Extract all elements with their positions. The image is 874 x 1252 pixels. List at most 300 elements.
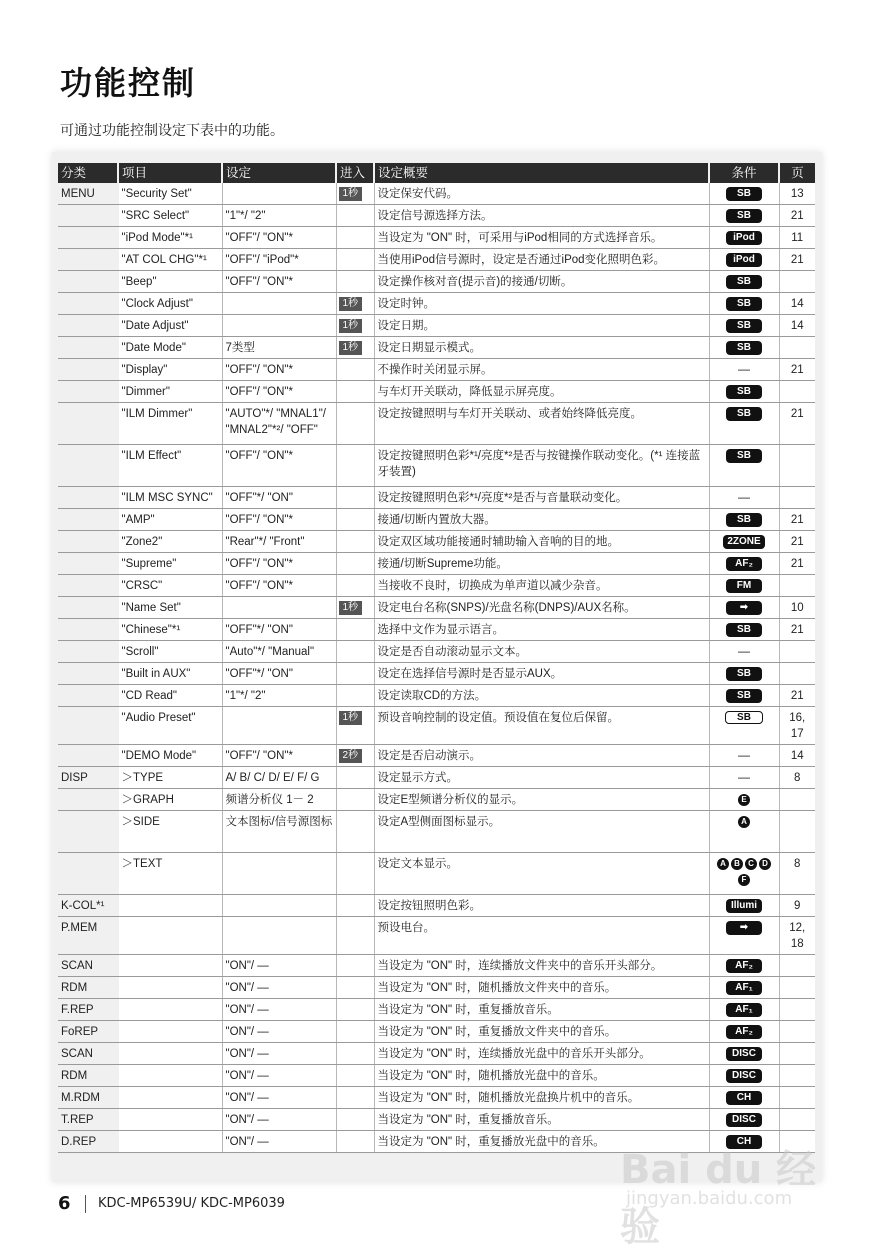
cell-category: MENU: [58, 183, 118, 205]
cell-summary: 当设定为 "ON" 时，随机播放光盘换片机中的音乐。: [374, 1087, 709, 1109]
table-row: [58, 745, 815, 767]
cell-item: "Built in AUX": [118, 663, 222, 685]
cell-enter: [336, 1021, 374, 1043]
cell-category: P.MEM: [58, 917, 118, 955]
cell-category: [58, 619, 118, 641]
cell-condition: [709, 531, 779, 553]
cell-summary: 与车灯开关联动，降低显示屏亮度。: [374, 381, 709, 403]
cell-condition: [709, 1109, 779, 1131]
cell-summary: 设定日期。: [374, 315, 709, 337]
cell-summary: 当设定为 "ON" 时，可采用与iPod相同的方式选择音乐。: [374, 227, 709, 249]
cell-summary: 当设定为 "ON" 时，随机播放光盘中的音乐。: [374, 1065, 709, 1087]
cell-summary: 设定电台名称(SNPS)/光盘名称(DNPS)/AUX名称。: [374, 597, 709, 619]
table-row: [58, 271, 815, 293]
cell-enter: [336, 999, 374, 1021]
cell-page: [779, 445, 815, 487]
cell-condition: [709, 1065, 779, 1087]
table-row: [58, 205, 815, 227]
condition-badge: SB: [726, 449, 762, 463]
cell-page: 12, 18: [779, 917, 815, 955]
condition-none: —: [738, 490, 750, 504]
cell-enter: [336, 531, 374, 553]
cell-item: "Dimmer": [118, 381, 222, 403]
cell-condition: [709, 227, 779, 249]
table-row: [58, 359, 815, 381]
hold-time-badge: 1秒: [339, 319, 363, 333]
cell-category: SCAN: [58, 955, 118, 977]
table-row: [58, 1065, 815, 1087]
cell-page: [779, 977, 815, 999]
cell-summary: 设定在选择信号源时是否显示AUX。: [374, 663, 709, 685]
cell-item: "Zone2": [118, 531, 222, 553]
cell-setting: 文本图标/信号源图标: [222, 811, 336, 853]
cell-category: [58, 575, 118, 597]
cell-summary: 设定显示方式。: [374, 767, 709, 789]
function-control-table: [58, 163, 815, 1153]
condition-none: —: [738, 362, 750, 376]
cell-category: T.REP: [58, 1109, 118, 1131]
table-row: [58, 767, 815, 789]
hold-time-badge: 1秒: [339, 297, 363, 311]
condition-none: —: [738, 770, 750, 784]
cell-item: "Display": [118, 359, 222, 381]
cell-setting: [222, 597, 336, 619]
display-type-icon: A: [738, 816, 750, 828]
condition-badge: SB: [726, 407, 762, 421]
cell-condition: [709, 553, 779, 575]
cell-setting: "ON"/ —: [222, 1021, 336, 1043]
cell-page: 13: [779, 183, 815, 205]
cell-page: 21: [779, 509, 815, 531]
header-summary: 设定概要: [374, 163, 709, 183]
cell-summary: 选择中文作为显示语言。: [374, 619, 709, 641]
cell-category: SCAN: [58, 1043, 118, 1065]
cell-item: "AMP": [118, 509, 222, 531]
cell-summary: 设定按键照明色彩*¹/亮度*²是否与按键操作联动变化。(*¹ 连接蓝牙装置): [374, 445, 709, 487]
table-row: [58, 1087, 815, 1109]
cell-enter: [336, 707, 374, 745]
condition-badge: SB: [726, 623, 762, 637]
cell-page: [779, 487, 815, 509]
cell-category: [58, 337, 118, 359]
cell-condition: [709, 641, 779, 663]
header-page: 页: [779, 163, 815, 183]
cell-page: [779, 999, 815, 1021]
cell-page: 21: [779, 553, 815, 575]
cell-enter: [336, 337, 374, 359]
cell-page: [779, 955, 815, 977]
cell-condition: [709, 955, 779, 977]
cell-summary: 设定按键照明色彩*¹/亮度*²是否与音量联动变化。: [374, 487, 709, 509]
cell-setting: "OFF"*/ "ON": [222, 487, 336, 509]
cell-category: DISP: [58, 767, 118, 789]
cell-page: [779, 575, 815, 597]
cell-enter: [336, 1065, 374, 1087]
table-row: [58, 977, 815, 999]
cell-condition: [709, 977, 779, 999]
cell-item: "Date Mode": [118, 337, 222, 359]
cell-summary: 接通/切断Supreme功能。: [374, 553, 709, 575]
cell-item: [118, 917, 222, 955]
table-row: [58, 445, 815, 487]
table-row: [58, 1021, 815, 1043]
cell-setting: 频谱分析仪 1－ 2: [222, 789, 336, 811]
cell-item: [118, 895, 222, 917]
cell-enter: [336, 663, 374, 685]
cell-setting: [222, 895, 336, 917]
cell-page: [779, 381, 815, 403]
cell-enter: [336, 227, 374, 249]
cell-summary: 当设定为 "ON" 时，重复播放光盘中的音乐。: [374, 1131, 709, 1153]
cell-enter: [336, 271, 374, 293]
cell-page: 11: [779, 227, 815, 249]
cell-item: [118, 1065, 222, 1087]
cell-category: M.RDM: [58, 1087, 118, 1109]
cell-page: 21: [779, 359, 815, 381]
header-enter: 进入: [336, 163, 374, 183]
cell-condition: [709, 293, 779, 315]
cell-page: 8: [779, 853, 815, 895]
cell-page: [779, 1065, 815, 1087]
condition-badge: SB: [726, 385, 762, 399]
cell-setting: "OFF"/ "ON"*: [222, 381, 336, 403]
page-title: 功能控制: [60, 64, 197, 102]
cell-page: 9: [779, 895, 815, 917]
cell-condition: [709, 597, 779, 619]
cell-condition: [709, 337, 779, 359]
cell-enter: [336, 789, 374, 811]
header-item: 项目: [118, 163, 222, 183]
display-type-icon: A: [717, 858, 729, 870]
cell-page: [779, 271, 815, 293]
condition-badge: AF₁: [726, 1003, 762, 1017]
cell-setting: 7类型: [222, 337, 336, 359]
cell-category: D.REP: [58, 1131, 118, 1153]
table-row: [58, 227, 815, 249]
cell-setting: "OFF"/ "ON"*: [222, 227, 336, 249]
condition-badge: SB: [726, 341, 762, 355]
cell-page: 14: [779, 315, 815, 337]
intro-text: 可通过功能控制设定下表中的功能。: [60, 123, 284, 139]
cell-enter: [336, 597, 374, 619]
cell-condition: [709, 487, 779, 509]
condition-badge: SB: [726, 209, 762, 223]
table-row: [58, 183, 815, 205]
cell-condition: [709, 381, 779, 403]
cell-category: RDM: [58, 977, 118, 999]
condition-badge: DISC: [726, 1113, 762, 1127]
cell-summary: 接通/切断内置放大器。: [374, 509, 709, 531]
condition-badge: 2ZONE: [723, 535, 764, 549]
cell-category: F.REP: [58, 999, 118, 1021]
condition-badge: AF₂: [726, 557, 762, 571]
cell-item: "DEMO Mode": [118, 745, 222, 767]
cell-enter: [336, 1087, 374, 1109]
cell-item: "ILM MSC SYNC": [118, 487, 222, 509]
footer-divider: [85, 1195, 86, 1213]
cell-enter: [336, 249, 374, 271]
table-row: [58, 509, 815, 531]
display-type-icon: D: [759, 858, 771, 870]
condition-badge: DISC: [726, 1069, 762, 1083]
cell-enter: [336, 917, 374, 955]
table-row: [58, 895, 815, 917]
cell-condition: [709, 811, 779, 853]
cell-category: [58, 205, 118, 227]
cell-item: "CRSC": [118, 575, 222, 597]
cell-enter: [336, 293, 374, 315]
header-setting: 设定: [222, 163, 336, 183]
cell-item: ＞SIDE: [118, 811, 222, 853]
cell-item: ＞TYPE: [118, 767, 222, 789]
cell-setting: "OFF"/ "iPod"*: [222, 249, 336, 271]
cell-item: [118, 1021, 222, 1043]
cell-page: [779, 663, 815, 685]
cell-category: [58, 663, 118, 685]
cell-condition: [709, 575, 779, 597]
cell-condition: [709, 789, 779, 811]
cell-item: "Name Set": [118, 597, 222, 619]
cell-category: [58, 707, 118, 745]
cell-page: [779, 1087, 815, 1109]
cell-condition: [709, 745, 779, 767]
cell-setting: "ON"/ —: [222, 999, 336, 1021]
hold-time-badge: 1秒: [339, 187, 363, 201]
cell-condition: [709, 895, 779, 917]
cell-summary: 设定时钟。: [374, 293, 709, 315]
cell-page: 16, 17: [779, 707, 815, 745]
cell-setting: "OFF"/ "ON"*: [222, 359, 336, 381]
cell-enter: [336, 1043, 374, 1065]
cell-setting: "AUTO"*/ "MNAL1"/ "MNAL2"*²/ "OFF": [222, 403, 336, 445]
cell-enter: [336, 445, 374, 487]
condition-badge: iPod: [726, 253, 762, 267]
table-row: [58, 381, 815, 403]
cell-category: [58, 315, 118, 337]
model-name: KDC-MP6539U/ KDC-MP6039: [98, 1196, 285, 1211]
hold-time-badge: 1秒: [339, 341, 363, 355]
cell-summary: 设定保安代码。: [374, 183, 709, 205]
cell-item: "ILM Effect": [118, 445, 222, 487]
cell-condition: [709, 1087, 779, 1109]
condition-badge: AF₂: [726, 959, 762, 973]
cell-summary: 当设定为 "ON" 时，重复播放文件夹中的音乐。: [374, 1021, 709, 1043]
cell-summary: 设定按钮照明色彩。: [374, 895, 709, 917]
cell-summary: 设定日期显示模式。: [374, 337, 709, 359]
cell-condition: [709, 183, 779, 205]
cell-enter: [336, 575, 374, 597]
cell-page: 21: [779, 249, 815, 271]
cell-enter: [336, 895, 374, 917]
cell-category: [58, 293, 118, 315]
cell-enter: [336, 1131, 374, 1153]
cell-summary: 当使用iPod信号源时，设定是否通过iPod变化照明色彩。: [374, 249, 709, 271]
condition-badge: SB: [726, 689, 762, 703]
cell-item: "Chinese"*¹: [118, 619, 222, 641]
cell-item: "Security Set": [118, 183, 222, 205]
condition-none: —: [738, 644, 750, 658]
cell-enter: [336, 183, 374, 205]
cell-setting: [222, 315, 336, 337]
condition-badge: SB: [726, 319, 762, 333]
cell-category: [58, 789, 118, 811]
table-row: [58, 663, 815, 685]
cell-setting: "1"*/ "2": [222, 205, 336, 227]
cell-category: [58, 249, 118, 271]
table-row: [58, 853, 815, 895]
cell-category: [58, 509, 118, 531]
cell-condition: [709, 445, 779, 487]
table-row: [58, 337, 815, 359]
cell-page: 10: [779, 597, 815, 619]
cell-category: [58, 403, 118, 445]
cell-summary: 设定是否自动滚动显示文本。: [374, 641, 709, 663]
cell-item: "Date Adjust": [118, 315, 222, 337]
cell-summary: 当设定为 "ON" 时，重复播放音乐。: [374, 999, 709, 1021]
cell-enter: [336, 1109, 374, 1131]
cell-enter: [336, 619, 374, 641]
cell-item: "Scroll": [118, 641, 222, 663]
cell-setting: "OFF"/ "ON"*: [222, 745, 336, 767]
cell-page: 21: [779, 531, 815, 553]
cell-summary: 设定按键照明与车灯开关联动、或者始终降低亮度。: [374, 403, 709, 445]
cell-setting: "OFF"/ "ON"*: [222, 445, 336, 487]
cell-setting: "ON"/ —: [222, 1065, 336, 1087]
cell-item: [118, 955, 222, 977]
cell-category: [58, 685, 118, 707]
header-condition: 条件: [709, 163, 779, 183]
cell-setting: [222, 293, 336, 315]
cell-summary: 当设定为 "ON" 时，重复播放音乐。: [374, 1109, 709, 1131]
cell-category: [58, 227, 118, 249]
hold-time-badge: 1秒: [339, 601, 363, 615]
condition-badge: SB: [726, 297, 762, 311]
condition-badge: SB: [726, 513, 762, 527]
cell-setting: "OFF"/ "ON"*: [222, 509, 336, 531]
cell-summary: 预设电台。: [374, 917, 709, 955]
cell-category: [58, 745, 118, 767]
table-row: [58, 553, 815, 575]
table-row: [58, 293, 815, 315]
cell-setting: "ON"/ —: [222, 977, 336, 999]
cell-summary: 不操作时关闭显示屏。: [374, 359, 709, 381]
cell-enter: [336, 745, 374, 767]
condition-badge: CH: [726, 1135, 762, 1149]
cell-summary: 设定是否启动演示。: [374, 745, 709, 767]
cell-setting: [222, 707, 336, 745]
cell-page: [779, 337, 815, 359]
cell-page: [779, 1109, 815, 1131]
condition-badge: DISC: [726, 1047, 762, 1061]
cell-setting: "OFF"/ "ON"*: [222, 553, 336, 575]
condition-badge: AF₁: [726, 981, 762, 995]
cell-item: "Clock Adjust": [118, 293, 222, 315]
cell-item: ＞GRAPH: [118, 789, 222, 811]
condition-badge: SB: [726, 275, 762, 289]
cell-condition: [709, 403, 779, 445]
condition-none: —: [738, 748, 750, 762]
cell-category: [58, 487, 118, 509]
cell-summary: 设定E型频谱分析仪的显示。: [374, 789, 709, 811]
cell-enter: [336, 205, 374, 227]
cell-enter: [336, 553, 374, 575]
cell-category: [58, 553, 118, 575]
display-type-icon: E: [738, 794, 750, 806]
cell-category: [58, 597, 118, 619]
cell-setting: [222, 183, 336, 205]
display-type-icon: C: [745, 858, 757, 870]
cell-condition: [709, 249, 779, 271]
hold-time-badge: 2秒: [339, 749, 363, 763]
cell-setting: "ON"/ —: [222, 1043, 336, 1065]
cell-summary: 设定读取CD的方法。: [374, 685, 709, 707]
cell-summary: 当设定为 "ON" 时，随机播放文件夹中的音乐。: [374, 977, 709, 999]
cell-summary: 设定双区域功能接通时辅助输入音响的目的地。: [374, 531, 709, 553]
cell-page: 14: [779, 745, 815, 767]
cell-item: "Audio Preset": [118, 707, 222, 745]
table-row: [58, 531, 815, 553]
cell-enter: [336, 641, 374, 663]
cell-item: [118, 1131, 222, 1153]
cell-item: [118, 977, 222, 999]
cell-page: [779, 811, 815, 853]
cell-page: [779, 1043, 815, 1065]
cell-summary: 设定信号源选择方法。: [374, 205, 709, 227]
cell-item: [118, 1043, 222, 1065]
condition-badge: AF₂: [726, 1025, 762, 1039]
cell-page: 21: [779, 619, 815, 641]
cell-condition: [709, 1021, 779, 1043]
cell-condition: [709, 205, 779, 227]
cell-item: "Supreme": [118, 553, 222, 575]
cell-category: [58, 641, 118, 663]
cell-summary: 当设定为 "ON" 时，连续播放文件夹中的音乐开头部分。: [374, 955, 709, 977]
table-row: [58, 403, 815, 445]
cell-setting: [222, 853, 336, 895]
cell-setting: "ON"/ —: [222, 1109, 336, 1131]
cell-category: [58, 445, 118, 487]
cell-category: [58, 853, 118, 895]
cell-category: [58, 381, 118, 403]
watermark-logo: Bai du 经验: [620, 1147, 817, 1250]
table-row: [58, 597, 815, 619]
table-row: [58, 1043, 815, 1065]
cell-enter: [336, 359, 374, 381]
table-row: [58, 917, 815, 955]
cell-page: 21: [779, 205, 815, 227]
display-type-icon: F: [738, 874, 750, 886]
cell-item: [118, 1087, 222, 1109]
table-header-row: [58, 163, 815, 183]
cell-enter: [336, 315, 374, 337]
page-number: 6: [58, 1193, 71, 1214]
cell-condition: [709, 359, 779, 381]
cell-item: [118, 1109, 222, 1131]
cell-page: [779, 1021, 815, 1043]
table-row: [58, 789, 815, 811]
arrow-right-icon: ➡: [726, 601, 762, 615]
cell-setting: "ON"/ —: [222, 955, 336, 977]
table-row: [58, 1109, 815, 1131]
cell-item: "iPod Mode"*¹: [118, 227, 222, 249]
cell-summary: 当设定为 "ON" 时，连续播放光盘中的音乐开头部分。: [374, 1043, 709, 1065]
cell-page: 21: [779, 685, 815, 707]
cell-item: "AT COL CHG"*¹: [118, 249, 222, 271]
cell-category: K-COL*¹: [58, 895, 118, 917]
cell-setting: "OFF"*/ "ON": [222, 619, 336, 641]
baidu-watermark: [620, 1130, 820, 1250]
cell-setting: "ON"/ —: [222, 1131, 336, 1153]
